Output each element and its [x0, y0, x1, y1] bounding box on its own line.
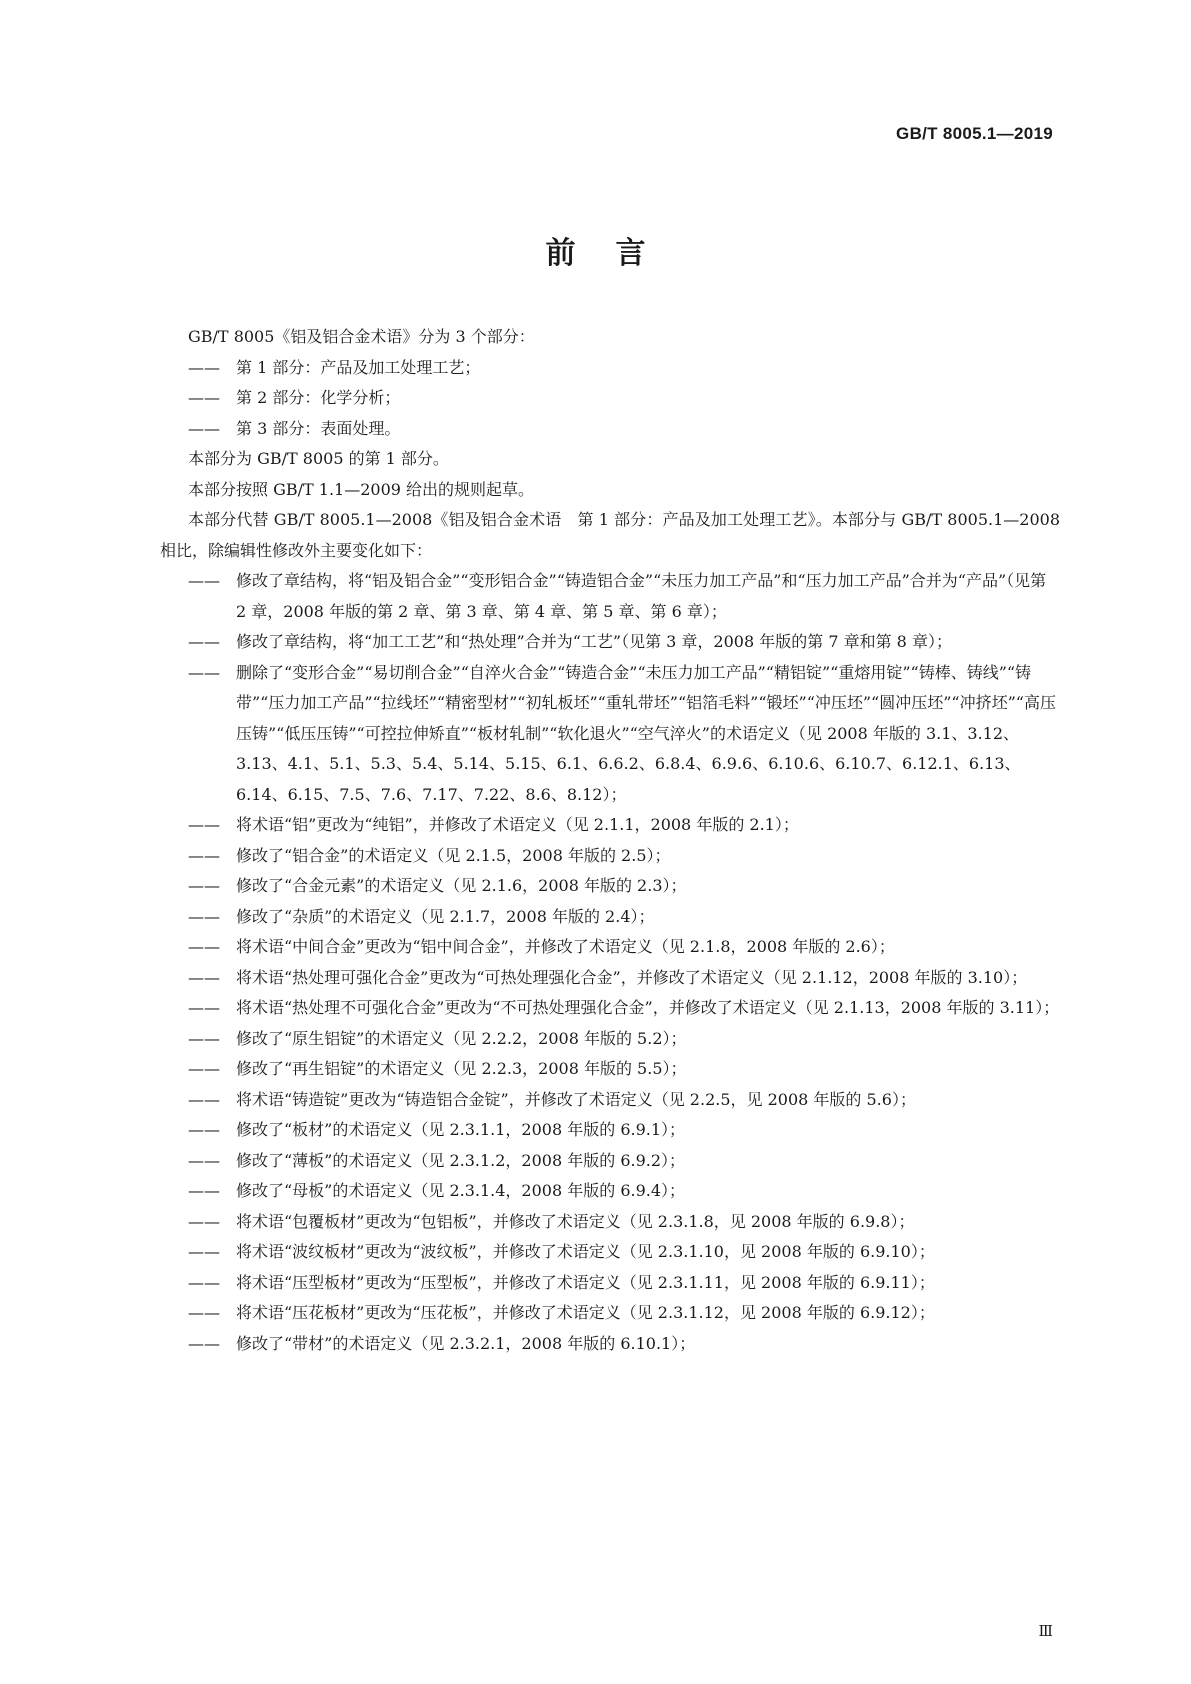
change-item: —— 将术语“包覆板材”更改为“包铝板”，并修改了术语定义（见 2.3.1.8，见 2008 年版的 6.9.8）；	[188, 1211, 915, 1231]
change-item: —— 修改了“带材”的术语定义（见 2.3.2.1，2008 年版的 6.10.1）；	[188, 1333, 696, 1353]
intro-paragraph: GB/T 8005《铝及铝合金术语》分为 3 个部分：	[188, 327, 535, 346]
change-item: —— 修改了章结构，将“加工工艺”和“热处理”合并为“工艺”（见第 3 章，2008 年版的第 7 章和第 8 章）；	[188, 632, 952, 651]
change-item: —— 修改了“铝合金”的术语定义（见 2.1.5，2008 年版的 2.5）；	[188, 845, 671, 865]
change-item: —— 修改了“杂质”的术语定义（见 2.1.7，2008 年版的 2.4）；	[188, 906, 655, 926]
part-item: —— 第 1 部分：产品及加工处理工艺；	[188, 353, 1060, 384]
intro-paragraph: 本部分代替 GB/T 8005.1—2008《铝及铝合金术语 第 1 部分：产品及加工处理工艺》。本部分与 GB/T 8005.1—2008 相比，除编辑性修改外主要变化如下：	[160, 510, 1060, 560]
change-item: —— 修改了“母板”的术语定义（见 2.3.1.4，2008 年版的 6.9.4）；	[188, 1181, 686, 1200]
change-item: —— 将术语“压花板材”更改为“压花板”，并修改了术语定义（见 2.3.1.12，见 2008 年版的 6.9.12）；	[188, 1303, 935, 1322]
change-item: —— 删除了“变形合金”“易切削合金”“自淬火合金”“铸造合金”“未压力加工产品”“精铝锭”“重熔用锭”“铸棒、铸线”“铸带”“压力加工产品”“拉线坯”“精密型材”“初轧板坯”“重轧带坯”“铝箔毛料”“锻坯”“冲压坯”“圆冲压坯”“冲挤坯”“高压压铸”“低压压铸”“可控拉伸矫直”“板材轧制”“软化退火”“空气淬火”的术语定义（见 2008 年版的 3.1、3.12、3.13、4.1、5.1、5.3、5.4、5.14、5.15、6.1、6.6.2、6.8.4、6.9.6、6.10.6、6.10.7、6.12.1、6.13、6.14、6.15、7.5、7.6、7.17、7.22、8.6、8.12）；	[188, 662, 1056, 804]
change-item: —— 将术语“铝”更改为“纯铝”，并修改了术语定义（见 2.1.1，2008 年版的 2.1）；	[188, 815, 799, 834]
dash-marker: ——	[188, 418, 220, 438]
change-item: —— 将术语“热处理不可强化合金”更改为“不可热处理强化合金”，并修改了术语定义（见 2.1.13，2008 年版的 3.11）；	[188, 998, 1060, 1017]
page-number: Ⅲ	[1038, 1622, 1053, 1640]
change-item: —— 将术语“波纹板材”更改为“波纹板”，并修改了术语定义（见 2.3.1.10，见 2008 年版的 6.9.10）；	[188, 1242, 935, 1261]
changes-list	[160, 566, 1060, 1359]
change-item: —— 修改了“板材”的术语定义（见 2.3.1.1，2008 年版的 6.9.1）；	[188, 1120, 686, 1139]
change-item: —— 将术语“热处理可强化合金”更改为“可热处理强化合金”，并修改了术语定义（见 2.1.12，2008 年版的 3.10）；	[188, 967, 1028, 987]
foreword-body	[160, 322, 1060, 1359]
change-item: —— 修改了章结构，将“铝及铝合金”“变形铝合金”“铸造铝合金”“未压力加工产品”和“压力加工产品”合并为“产品”（见第 2 章，2008 年版的第 2 章、第 3 章、第 4 章、第 5 章、第 6 章）；	[188, 571, 1047, 621]
change-item: —— 将术语“中间合金”更改为“铝中间合金”，并修改了术语定义（见 2.1.8，2008 年版的 2.6）；	[188, 937, 895, 956]
part-item: —— 第 2 部分：化学分析；	[188, 383, 1060, 414]
change-item: —— 修改了“再生铝锭”的术语定义（见 2.2.3，2008 年版的 5.5）；	[188, 1059, 687, 1078]
change-item: —— 修改了“薄板”的术语定义（见 2.3.1.2，2008 年版的 6.9.2）；	[188, 1150, 686, 1170]
intro-paragraph: 本部分按照 GB/T 1.1—2009 给出的规则起草。	[188, 479, 535, 499]
change-item: —— 将术语“压型板材”更改为“压型板”，并修改了术语定义（见 2.3.1.11，见 2008 年版的 6.9.11）；	[188, 1272, 935, 1292]
change-item: —— 修改了“原生铝锭”的术语定义（见 2.2.2，2008 年版的 5.2）；	[188, 1028, 687, 1048]
dash-marker: ——	[188, 357, 220, 377]
standard-number: GB/T 8005.1—2019	[896, 124, 1053, 143]
page-title: 前言	[545, 236, 686, 271]
change-item: —— 修改了“合金元素”的术语定义（见 2.1.6，2008 年版的 2.3）；	[188, 876, 687, 895]
dash-marker: ——	[188, 388, 220, 407]
part-item: —— 第 3 部分：表面处理。	[188, 414, 1060, 445]
change-item: —— 将术语“铸造锭”更改为“铸造铝合金锭”，并修改了术语定义（见 2.2.5，见 2008 年版的 5.6）；	[188, 1089, 916, 1109]
intro-paragraph: 本部分为 GB/T 8005 的第 1 部分。	[188, 449, 449, 468]
